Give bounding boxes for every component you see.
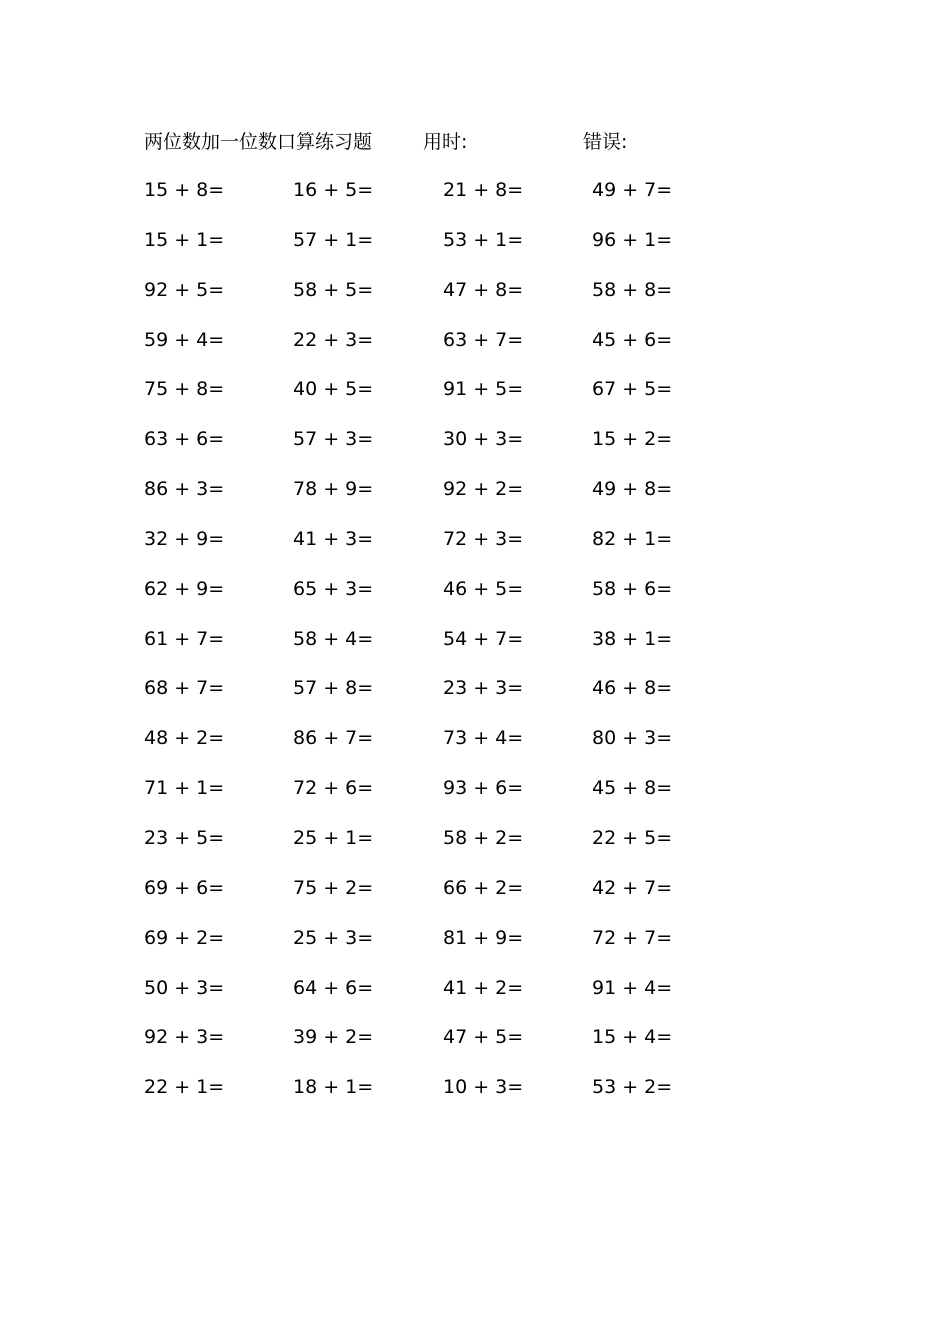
problem-item: 96 + 1= xyxy=(592,228,673,251)
problem-item: 49 + 7= xyxy=(592,179,673,201)
problem-item: 47 + 8= xyxy=(443,278,524,301)
worksheet-header xyxy=(0,126,950,158)
problem-row xyxy=(144,422,764,472)
problem-item: 15 + 8= xyxy=(144,179,225,201)
problem-item: 69 + 6= xyxy=(144,876,225,899)
problem-item: 63 + 6= xyxy=(144,428,225,451)
problem-item: 23 + 3= xyxy=(443,677,524,700)
problem-item: 53 + 2= xyxy=(592,1076,673,1099)
problem-item: 16 + 5= xyxy=(293,179,374,201)
problem-row xyxy=(144,721,764,771)
problem-item: 58 + 2= xyxy=(443,826,524,849)
problem-row xyxy=(144,472,764,522)
problem-item: 30 + 3= xyxy=(443,428,524,451)
problem-item: 91 + 5= xyxy=(443,378,524,401)
problem-row xyxy=(144,671,764,721)
problem-item: 22 + 3= xyxy=(293,328,374,351)
problem-item: 91 + 4= xyxy=(592,976,673,999)
problem-item: 41 + 3= xyxy=(293,527,374,550)
problem-item: 92 + 5= xyxy=(144,278,225,301)
problem-item: 41 + 2= xyxy=(443,976,524,999)
problem-row xyxy=(144,1070,764,1120)
problem-item: 10 + 3= xyxy=(443,1076,524,1099)
problem-row xyxy=(144,173,764,223)
problem-item: 68 + 7= xyxy=(144,677,225,700)
problem-row xyxy=(144,223,764,273)
problem-item: 59 + 4= xyxy=(144,328,225,351)
problem-item: 22 + 1= xyxy=(144,1076,225,1099)
problem-row xyxy=(144,871,764,921)
problem-item: 72 + 3= xyxy=(443,527,524,550)
problem-item: 61 + 7= xyxy=(144,627,225,650)
problem-item: 58 + 8= xyxy=(592,278,673,301)
problem-item: 81 + 9= xyxy=(443,926,524,949)
problem-item: 49 + 8= xyxy=(592,478,673,501)
problem-item: 25 + 3= xyxy=(293,926,374,949)
problem-item: 32 + 9= xyxy=(144,527,225,550)
problem-item: 92 + 2= xyxy=(443,478,524,501)
problem-grid xyxy=(144,173,764,1120)
problem-item: 18 + 1= xyxy=(293,1076,374,1099)
problem-item: 40 + 5= xyxy=(293,378,374,401)
problem-row xyxy=(144,1020,764,1070)
problem-item: 15 + 4= xyxy=(592,1026,673,1049)
problem-item: 58 + 6= xyxy=(592,577,673,600)
problem-item: 72 + 7= xyxy=(592,926,673,949)
time-label: 用时: xyxy=(423,131,468,153)
problem-item: 80 + 3= xyxy=(592,727,673,750)
problem-item: 45 + 8= xyxy=(592,777,673,800)
problem-item: 48 + 2= xyxy=(144,727,225,750)
problem-item: 21 + 8= xyxy=(443,179,524,201)
problem-item: 69 + 2= xyxy=(144,926,225,949)
problem-item: 47 + 5= xyxy=(443,1026,524,1049)
problem-item: 25 + 1= xyxy=(293,826,374,849)
problem-item: 57 + 3= xyxy=(293,428,374,451)
problem-item: 78 + 9= xyxy=(293,478,374,501)
problem-item: 38 + 1= xyxy=(592,627,673,650)
problem-item: 58 + 4= xyxy=(293,627,374,650)
problem-item: 50 + 3= xyxy=(144,976,225,999)
problem-item: 93 + 6= xyxy=(443,777,524,800)
problem-row xyxy=(144,372,764,422)
problem-item: 63 + 7= xyxy=(443,328,524,351)
problem-item: 15 + 2= xyxy=(592,428,673,451)
problem-item: 57 + 1= xyxy=(293,228,374,251)
problem-item: 65 + 3= xyxy=(293,577,374,600)
problem-item: 57 + 8= xyxy=(293,677,374,700)
problem-row xyxy=(144,921,764,971)
problem-item: 22 + 5= xyxy=(592,826,673,849)
problem-item: 54 + 7= xyxy=(443,627,524,650)
problem-item: 46 + 8= xyxy=(592,677,673,700)
problem-item: 75 + 8= xyxy=(144,378,225,401)
problem-item: 72 + 6= xyxy=(293,777,374,800)
problem-item: 15 + 1= xyxy=(144,228,225,251)
problem-row xyxy=(144,273,764,323)
problem-item: 46 + 5= xyxy=(443,577,524,600)
problem-row xyxy=(144,622,764,672)
problem-item: 66 + 2= xyxy=(443,876,524,899)
errors-label: 错误: xyxy=(583,131,628,153)
problem-item: 62 + 9= xyxy=(144,577,225,600)
problem-item: 53 + 1= xyxy=(443,228,524,251)
problem-row xyxy=(144,323,764,373)
problem-item: 82 + 1= xyxy=(592,527,673,550)
problem-item: 71 + 1= xyxy=(144,777,225,800)
problem-item: 86 + 3= xyxy=(144,478,225,501)
problem-row xyxy=(144,771,764,821)
problem-item: 67 + 5= xyxy=(592,378,673,401)
problem-item: 23 + 5= xyxy=(144,826,225,849)
problem-row xyxy=(144,522,764,572)
problem-item: 39 + 2= xyxy=(293,1026,374,1049)
problem-item: 86 + 7= xyxy=(293,727,374,750)
problem-item: 45 + 6= xyxy=(592,328,673,351)
problem-item: 73 + 4= xyxy=(443,727,524,750)
problem-item: 64 + 6= xyxy=(293,976,374,999)
problem-item: 92 + 3= xyxy=(144,1026,225,1049)
problem-row xyxy=(144,572,764,622)
problem-row xyxy=(144,971,764,1021)
worksheet-title: 两位数加一位数口算练习题 xyxy=(144,131,373,153)
problem-item: 42 + 7= xyxy=(592,876,673,899)
problem-item: 58 + 5= xyxy=(293,278,374,301)
problem-item: 75 + 2= xyxy=(293,876,374,899)
problem-row xyxy=(144,821,764,871)
